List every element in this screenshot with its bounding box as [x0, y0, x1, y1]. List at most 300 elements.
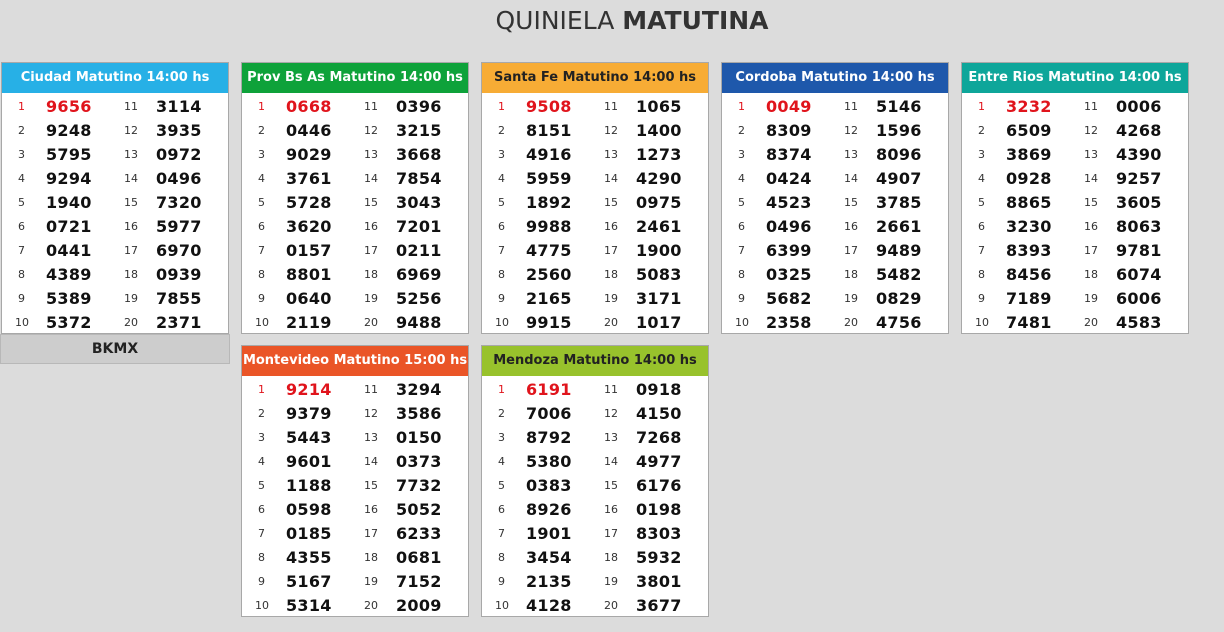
position-label: 3	[498, 148, 505, 161]
result-row	[962, 239, 1188, 263]
position-label: 2	[738, 124, 745, 137]
board-header: Entre Rios Matutino 14:00 hs	[962, 63, 1188, 93]
position-label: 12	[364, 124, 378, 137]
position-label: 20	[364, 316, 378, 329]
position-label: 10	[975, 316, 989, 329]
position-label: 1	[498, 100, 505, 113]
result-row	[482, 498, 708, 522]
result-number: 0975	[636, 193, 682, 212]
position-label: 13	[1084, 148, 1098, 161]
position-label: 18	[124, 268, 138, 281]
result-number: 3043	[396, 193, 442, 212]
result-row	[2, 215, 228, 239]
board-montevideo	[241, 345, 469, 617]
position-label: 5	[738, 196, 745, 209]
position-label: 14	[1084, 172, 1098, 185]
position-label: 5	[258, 479, 265, 492]
position-label: 9	[18, 292, 25, 305]
result-row	[482, 378, 708, 402]
position-label: 4	[498, 455, 505, 468]
result-number: 5314	[286, 596, 332, 615]
position-label: 7	[258, 527, 265, 540]
result-number: 9601	[286, 452, 332, 471]
result-number: 7201	[396, 217, 442, 236]
result-row	[482, 239, 708, 263]
results-grid	[482, 93, 708, 335]
board-entre-rios	[961, 62, 1189, 334]
result-number: 7855	[156, 289, 202, 308]
position-label: 8	[498, 551, 505, 564]
result-number: 9029	[286, 145, 332, 164]
page-title-light: QUINIELA	[495, 6, 615, 35]
result-number: 3605	[1116, 193, 1162, 212]
result-row	[482, 215, 708, 239]
result-number: 3801	[636, 572, 682, 591]
position-label: 19	[124, 292, 138, 305]
result-row	[482, 191, 708, 215]
result-row	[722, 191, 948, 215]
result-number: 8374	[766, 145, 812, 164]
result-number: 4389	[46, 265, 92, 284]
position-label: 18	[844, 268, 858, 281]
position-label: 10	[735, 316, 749, 329]
position-label: 3	[258, 431, 265, 444]
result-row	[482, 119, 708, 143]
position-label: 16	[1084, 220, 1098, 233]
result-number: 1901	[526, 524, 572, 543]
result-row	[962, 287, 1188, 311]
position-label: 1	[18, 100, 25, 113]
result-number: 4775	[526, 241, 572, 260]
result-number: 0640	[286, 289, 332, 308]
position-label: 10	[255, 316, 269, 329]
result-number: 1273	[636, 145, 682, 164]
result-number: 4523	[766, 193, 812, 212]
result-number: 0150	[396, 428, 442, 447]
result-number: 5443	[286, 428, 332, 447]
board-header: Montevideo Matutino 15:00 hs	[242, 346, 468, 376]
position-label: 16	[604, 220, 618, 233]
position-label: 6	[18, 220, 25, 233]
position-label: 4	[18, 172, 25, 185]
result-number: 7732	[396, 476, 442, 495]
position-label: 1	[258, 383, 265, 396]
position-label: 2	[258, 124, 265, 137]
result-number: 9781	[1116, 241, 1162, 260]
board-cordoba	[721, 62, 949, 334]
position-label: 10	[15, 316, 29, 329]
position-label: 5	[258, 196, 265, 209]
result-number: 2009	[396, 596, 442, 615]
result-row	[962, 191, 1188, 215]
result-row	[242, 378, 468, 402]
result-row	[482, 311, 708, 335]
result-row	[722, 167, 948, 191]
position-label: 15	[124, 196, 138, 209]
position-label: 2	[258, 407, 265, 420]
result-number: 2560	[526, 265, 572, 284]
result-row	[482, 426, 708, 450]
position-label: 14	[844, 172, 858, 185]
position-label: 5	[978, 196, 985, 209]
head-number: 0668	[286, 97, 332, 116]
position-label: 17	[124, 244, 138, 257]
position-label: 17	[844, 244, 858, 257]
result-number: 2661	[876, 217, 922, 236]
position-label: 13	[844, 148, 858, 161]
result-row	[242, 594, 468, 618]
board-ciudad	[1, 62, 229, 334]
result-number: 4290	[636, 169, 682, 188]
position-label: 7	[738, 244, 745, 257]
result-number: 8063	[1116, 217, 1162, 236]
board-santa-fe	[481, 62, 709, 334]
position-label: 9	[738, 292, 745, 305]
position-label: 20	[1084, 316, 1098, 329]
head-number: 9508	[526, 97, 572, 116]
result-row	[2, 167, 228, 191]
result-number: 1065	[636, 97, 682, 116]
board-header: Ciudad Matutino 14:00 hs	[2, 63, 228, 93]
position-label: 18	[1084, 268, 1098, 281]
result-row	[482, 402, 708, 426]
head-number: 3232	[1006, 97, 1052, 116]
result-number: 9257	[1116, 169, 1162, 188]
result-number: 6006	[1116, 289, 1162, 308]
position-label: 18	[604, 268, 618, 281]
result-number: 0006	[1116, 97, 1162, 116]
result-row	[2, 263, 228, 287]
board-header: Santa Fe Matutino 14:00 hs	[482, 63, 708, 93]
position-label: 13	[604, 148, 618, 161]
position-label: 17	[604, 527, 618, 540]
position-label: 8	[498, 268, 505, 281]
result-row	[962, 95, 1188, 119]
position-label: 18	[364, 551, 378, 564]
result-number: 3454	[526, 548, 572, 567]
result-row	[722, 263, 948, 287]
position-label: 20	[604, 316, 618, 329]
position-label: 8	[18, 268, 25, 281]
result-number: 0972	[156, 145, 202, 164]
position-label: 12	[364, 407, 378, 420]
position-label: 2	[498, 407, 505, 420]
position-label: 14	[364, 455, 378, 468]
result-number: 9488	[396, 313, 442, 332]
position-label: 15	[844, 196, 858, 209]
position-label: 7	[258, 244, 265, 257]
result-number: 2461	[636, 217, 682, 236]
board-header: Cordoba Matutino 14:00 hs	[722, 63, 948, 93]
result-number: 4150	[636, 404, 682, 423]
result-row	[962, 143, 1188, 167]
position-label: 4	[978, 172, 985, 185]
result-row	[482, 522, 708, 546]
bkmx-button[interactable]: BKMX	[0, 334, 230, 364]
position-label: 16	[364, 503, 378, 516]
result-number: 9489	[876, 241, 922, 260]
position-label: 11	[364, 100, 378, 113]
result-number: 5052	[396, 500, 442, 519]
result-number: 0496	[156, 169, 202, 188]
result-number: 3935	[156, 121, 202, 140]
result-number: 6399	[766, 241, 812, 260]
board-mendoza	[481, 345, 709, 617]
position-label: 1	[498, 383, 505, 396]
result-number: 0441	[46, 241, 92, 260]
result-number: 0721	[46, 217, 92, 236]
position-label: 12	[604, 124, 618, 137]
result-number: 7320	[156, 193, 202, 212]
position-label: 12	[604, 407, 618, 420]
position-label: 3	[18, 148, 25, 161]
result-number: 0598	[286, 500, 332, 519]
result-row	[962, 215, 1188, 239]
result-number: 5146	[876, 97, 922, 116]
result-number: 3668	[396, 145, 442, 164]
result-row	[722, 95, 948, 119]
position-label: 8	[258, 268, 265, 281]
position-label: 15	[364, 479, 378, 492]
result-row	[482, 570, 708, 594]
result-number: 5932	[636, 548, 682, 567]
result-row	[482, 167, 708, 191]
result-number: 3171	[636, 289, 682, 308]
position-label: 3	[978, 148, 985, 161]
result-number: 5682	[766, 289, 812, 308]
result-number: 0681	[396, 548, 442, 567]
position-label: 19	[844, 292, 858, 305]
result-row	[2, 119, 228, 143]
position-label: 1	[978, 100, 985, 113]
position-label: 1	[258, 100, 265, 113]
result-row	[2, 287, 228, 311]
result-row	[242, 402, 468, 426]
result-number: 2135	[526, 572, 572, 591]
result-row	[2, 239, 228, 263]
result-row	[482, 263, 708, 287]
result-number: 0396	[396, 97, 442, 116]
result-number: 7189	[1006, 289, 1052, 308]
result-row	[242, 95, 468, 119]
result-row	[482, 594, 708, 618]
position-label: 11	[124, 100, 138, 113]
position-label: 12	[124, 124, 138, 137]
result-number: 0198	[636, 500, 682, 519]
position-label: 8	[738, 268, 745, 281]
result-number: 7006	[526, 404, 572, 423]
head-number: 9214	[286, 380, 332, 399]
result-number: 7481	[1006, 313, 1052, 332]
result-number: 6969	[396, 265, 442, 284]
result-number: 4128	[526, 596, 572, 615]
position-label: 19	[1084, 292, 1098, 305]
position-label: 14	[604, 172, 618, 185]
result-number: 1400	[636, 121, 682, 140]
position-label: 11	[604, 383, 618, 396]
result-row	[2, 191, 228, 215]
position-label: 17	[1084, 244, 1098, 257]
result-row	[242, 546, 468, 570]
result-row	[482, 95, 708, 119]
result-row	[962, 167, 1188, 191]
position-label: 3	[738, 148, 745, 161]
result-row	[722, 239, 948, 263]
position-label: 12	[1084, 124, 1098, 137]
result-number: 0325	[766, 265, 812, 284]
result-number: 4355	[286, 548, 332, 567]
results-grid	[482, 376, 708, 618]
result-row	[482, 143, 708, 167]
result-number: 1900	[636, 241, 682, 260]
result-number: 9294	[46, 169, 92, 188]
result-number: 5959	[526, 169, 572, 188]
position-label: 16	[604, 503, 618, 516]
result-number: 0446	[286, 121, 332, 140]
result-number: 4268	[1116, 121, 1162, 140]
result-number: 3215	[396, 121, 442, 140]
result-number: 4916	[526, 145, 572, 164]
result-row	[722, 311, 948, 335]
position-label: 20	[124, 316, 138, 329]
result-row	[242, 239, 468, 263]
page-title-bold: MATUTINA	[622, 6, 769, 35]
position-label: 14	[364, 172, 378, 185]
position-label: 15	[604, 196, 618, 209]
result-number: 5389	[46, 289, 92, 308]
position-label: 7	[978, 244, 985, 257]
result-number: 2165	[526, 289, 572, 308]
board-provincia	[241, 62, 469, 334]
position-label: 11	[604, 100, 618, 113]
position-label: 15	[1084, 196, 1098, 209]
head-number: 6191	[526, 380, 572, 399]
result-number: 4756	[876, 313, 922, 332]
result-row	[482, 450, 708, 474]
position-label: 16	[124, 220, 138, 233]
position-label: 3	[498, 431, 505, 444]
position-label: 6	[258, 220, 265, 233]
position-label: 13	[604, 431, 618, 444]
position-label: 20	[364, 599, 378, 612]
result-number: 6970	[156, 241, 202, 260]
result-number: 0928	[1006, 169, 1052, 188]
result-row	[242, 167, 468, 191]
position-label: 15	[604, 479, 618, 492]
result-number: 4907	[876, 169, 922, 188]
results-grid	[722, 93, 948, 335]
result-number: 0211	[396, 241, 442, 260]
result-number: 9915	[526, 313, 572, 332]
position-label: 6	[258, 503, 265, 516]
result-number: 0939	[156, 265, 202, 284]
result-number: 2371	[156, 313, 202, 332]
position-label: 20	[844, 316, 858, 329]
result-number: 4390	[1116, 145, 1162, 164]
result-row	[242, 498, 468, 522]
result-number: 7268	[636, 428, 682, 447]
result-number: 1188	[286, 476, 332, 495]
position-label: 4	[258, 455, 265, 468]
position-label: 9	[258, 575, 265, 588]
result-number: 0373	[396, 452, 442, 471]
result-number: 0157	[286, 241, 332, 260]
result-number: 8303	[636, 524, 682, 543]
result-row	[242, 474, 468, 498]
result-number: 5167	[286, 572, 332, 591]
position-label: 8	[258, 551, 265, 564]
result-row	[482, 474, 708, 498]
result-number: 1596	[876, 121, 922, 140]
result-number: 8865	[1006, 193, 1052, 212]
result-number: 5380	[526, 452, 572, 471]
position-label: 6	[978, 220, 985, 233]
result-row	[242, 450, 468, 474]
position-label: 16	[364, 220, 378, 233]
position-label: 11	[844, 100, 858, 113]
result-number: 3294	[396, 380, 442, 399]
position-label: 2	[978, 124, 985, 137]
result-number: 5728	[286, 193, 332, 212]
head-number: 9656	[46, 97, 92, 116]
position-label: 3	[258, 148, 265, 161]
result-number: 6074	[1116, 265, 1162, 284]
position-label: 19	[364, 575, 378, 588]
result-number: 8096	[876, 145, 922, 164]
result-row	[242, 522, 468, 546]
position-label: 17	[604, 244, 618, 257]
position-label: 14	[604, 455, 618, 468]
result-row	[2, 143, 228, 167]
result-number: 0496	[766, 217, 812, 236]
result-number: 0424	[766, 169, 812, 188]
position-label: 19	[604, 292, 618, 305]
result-number: 9379	[286, 404, 332, 423]
result-number: 1892	[526, 193, 572, 212]
result-number: 0185	[286, 524, 332, 543]
position-label: 13	[124, 148, 138, 161]
result-number: 0383	[526, 476, 572, 495]
result-number: 1017	[636, 313, 682, 332]
results-grid	[242, 376, 468, 618]
position-label: 7	[498, 527, 505, 540]
position-label: 9	[498, 575, 505, 588]
position-label: 11	[1084, 100, 1098, 113]
result-number: 8801	[286, 265, 332, 284]
result-number: 1940	[46, 193, 92, 212]
position-label: 17	[364, 527, 378, 540]
result-row	[962, 311, 1188, 335]
result-number: 3785	[876, 193, 922, 212]
position-label: 19	[604, 575, 618, 588]
result-number: 8309	[766, 121, 812, 140]
position-label: 18	[364, 268, 378, 281]
position-label: 10	[495, 599, 509, 612]
result-row	[722, 119, 948, 143]
position-label: 16	[844, 220, 858, 233]
position-label: 6	[498, 503, 505, 516]
head-number: 0049	[766, 97, 812, 116]
result-row	[242, 311, 468, 335]
result-number: 8792	[526, 428, 572, 447]
result-row	[2, 311, 228, 335]
result-number: 6176	[636, 476, 682, 495]
position-label: 17	[364, 244, 378, 257]
position-label: 4	[498, 172, 505, 185]
position-label: 13	[364, 431, 378, 444]
result-number: 6233	[396, 524, 442, 543]
position-label: 1	[738, 100, 745, 113]
